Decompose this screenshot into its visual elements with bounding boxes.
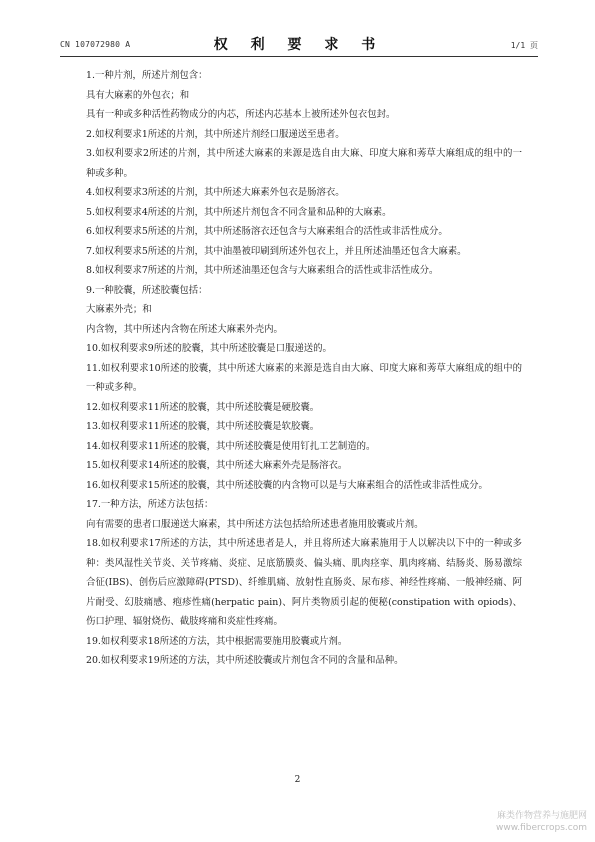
- claim-paragraph: 12.如权利要求11所述的胶囊，其中所述胶囊是硬胶囊。: [86, 401, 320, 413]
- claim-paragraph: 9.一种胶囊，所述胶囊包括：: [86, 284, 208, 296]
- claim-paragraph: 11.如权利要求10所述的胶囊，其中所述大麻素的来源是选自由大麻、印度大麻和莠草大麻组成的组中的一种或多种。: [86, 362, 522, 393]
- claim-paragraph: 3.如权利要求2所述的片剂，其中所述大麻素的来源是选自由大麻、印度大麻和莠草大麻组成的组中的一种或多种。: [86, 148, 522, 179]
- claim-paragraph: 5.如权利要求4所述的片剂，其中所述片剂包含不同含量和品种的大麻素。: [86, 206, 392, 218]
- claim-paragraph: 16.如权利要求15所述的胶囊，其中所述胶囊的内含物可以是与大麻素组合的活性或非活性成分。: [86, 479, 488, 491]
- claim-paragraph: 13.如权利要求11所述的胶囊，其中所述胶囊是软胶囊。: [86, 421, 320, 432]
- claim-paragraph: 18.如权利要求17所述的方法，其中所述患者是人，并且将所述大麻素施用于人以解决以下中的一种或多种：类风湿性关节炎、关节疼痛、炎症、足底筋膜炎、偏头痛、肌肉痉挛、肌肉疼痛、结肠炎、肠易激综合征(IBS)、创伤后应激障碍(PTSD)、纤维肌痛、放射性直肠炎、尿布疹、神经性疼痛、一般神经痛、阿片耐受、幻肢痛感、疱疹性痛(herpatic pain)、阿片类物质引起的便秘(constipation with opiods)、伤口护理、辐射烧伤、截肢疼痛和炎症性疼痛。: [86, 538, 522, 627]
- claim-paragraph: 1.一种片剂，所述片剂包含：: [86, 70, 208, 81]
- claim-paragraph: 8.如权利要求7所述的片剂，其中所述油墨还包含与大麻素组合的活性或非活性成分。: [86, 265, 439, 276]
- claim-paragraph: 20.如权利要求19所述的方法，其中所述胶囊或片剂包含不同的含量和品种。: [86, 655, 404, 666]
- claim-paragraph: 内含物，其中所述内含物在所述大麻素外壳内。: [86, 323, 283, 335]
- claim-paragraph: 7.如权利要求5所述的片剂，其中油墨被印刷到所述外包衣上，并且所述油墨还包含大麻素。: [86, 245, 467, 257]
- claim-paragraph: 17.一种方法，所述方法包括：: [86, 499, 214, 510]
- page-info: 1/1 页: [510, 41, 538, 50]
- page-header: [60, 34, 538, 54]
- document-title: 权 利 要 求 书: [213, 37, 385, 53]
- watermark-line: 麻类作物营养与施肥网: [496, 811, 587, 821]
- claim-paragraph: 19.如权利要求18所述的方法，其中根据需要施用胶囊或片剂。: [86, 635, 348, 647]
- claim-paragraph: 2.如权利要求1所述的片剂，其中所述片剂经口服递送至患者。: [86, 128, 345, 140]
- publication-number: CN 107072980 A: [60, 40, 131, 49]
- claim-paragraph: 向有需要的患者口服递送大麻素，其中所述方法包括给所述患者施用胶囊或片剂。: [86, 518, 424, 530]
- watermark-line: www.fibercrops.com: [496, 823, 587, 833]
- claim-paragraph: 15.如权利要求14所述的胶囊，其中所述大麻素外壳是肠溶衣。: [86, 460, 348, 471]
- claim-paragraph: 6.如权利要求5所述的片剂，其中所述肠溶衣还包含与大麻素组合的活性或非活性成分。: [86, 226, 448, 237]
- claim-paragraph: 大麻素外壳；和: [86, 304, 152, 315]
- page-number: 2: [294, 775, 301, 785]
- claim-paragraph: 10.如权利要求9所述的胶囊，其中所述胶囊是口服递送的。: [86, 343, 332, 354]
- claims-body: [86, 66, 522, 671]
- site-watermark: [496, 810, 587, 834]
- claim-paragraph: 具有一种或多种活性药物成分的内芯，所述内芯基本上被所述外包衣包封。: [86, 109, 396, 120]
- claim-paragraph: 4.如权利要求3所述的片剂，其中所述大麻素外包衣是肠溶衣。: [86, 187, 345, 198]
- claim-paragraph: 14.如权利要求11所述的胶囊，其中所述胶囊是使用钉扎工艺制造的。: [86, 440, 376, 452]
- header-rule: [60, 56, 538, 57]
- claim-paragraph: 具有大麻素的外包衣；和: [86, 89, 190, 101]
